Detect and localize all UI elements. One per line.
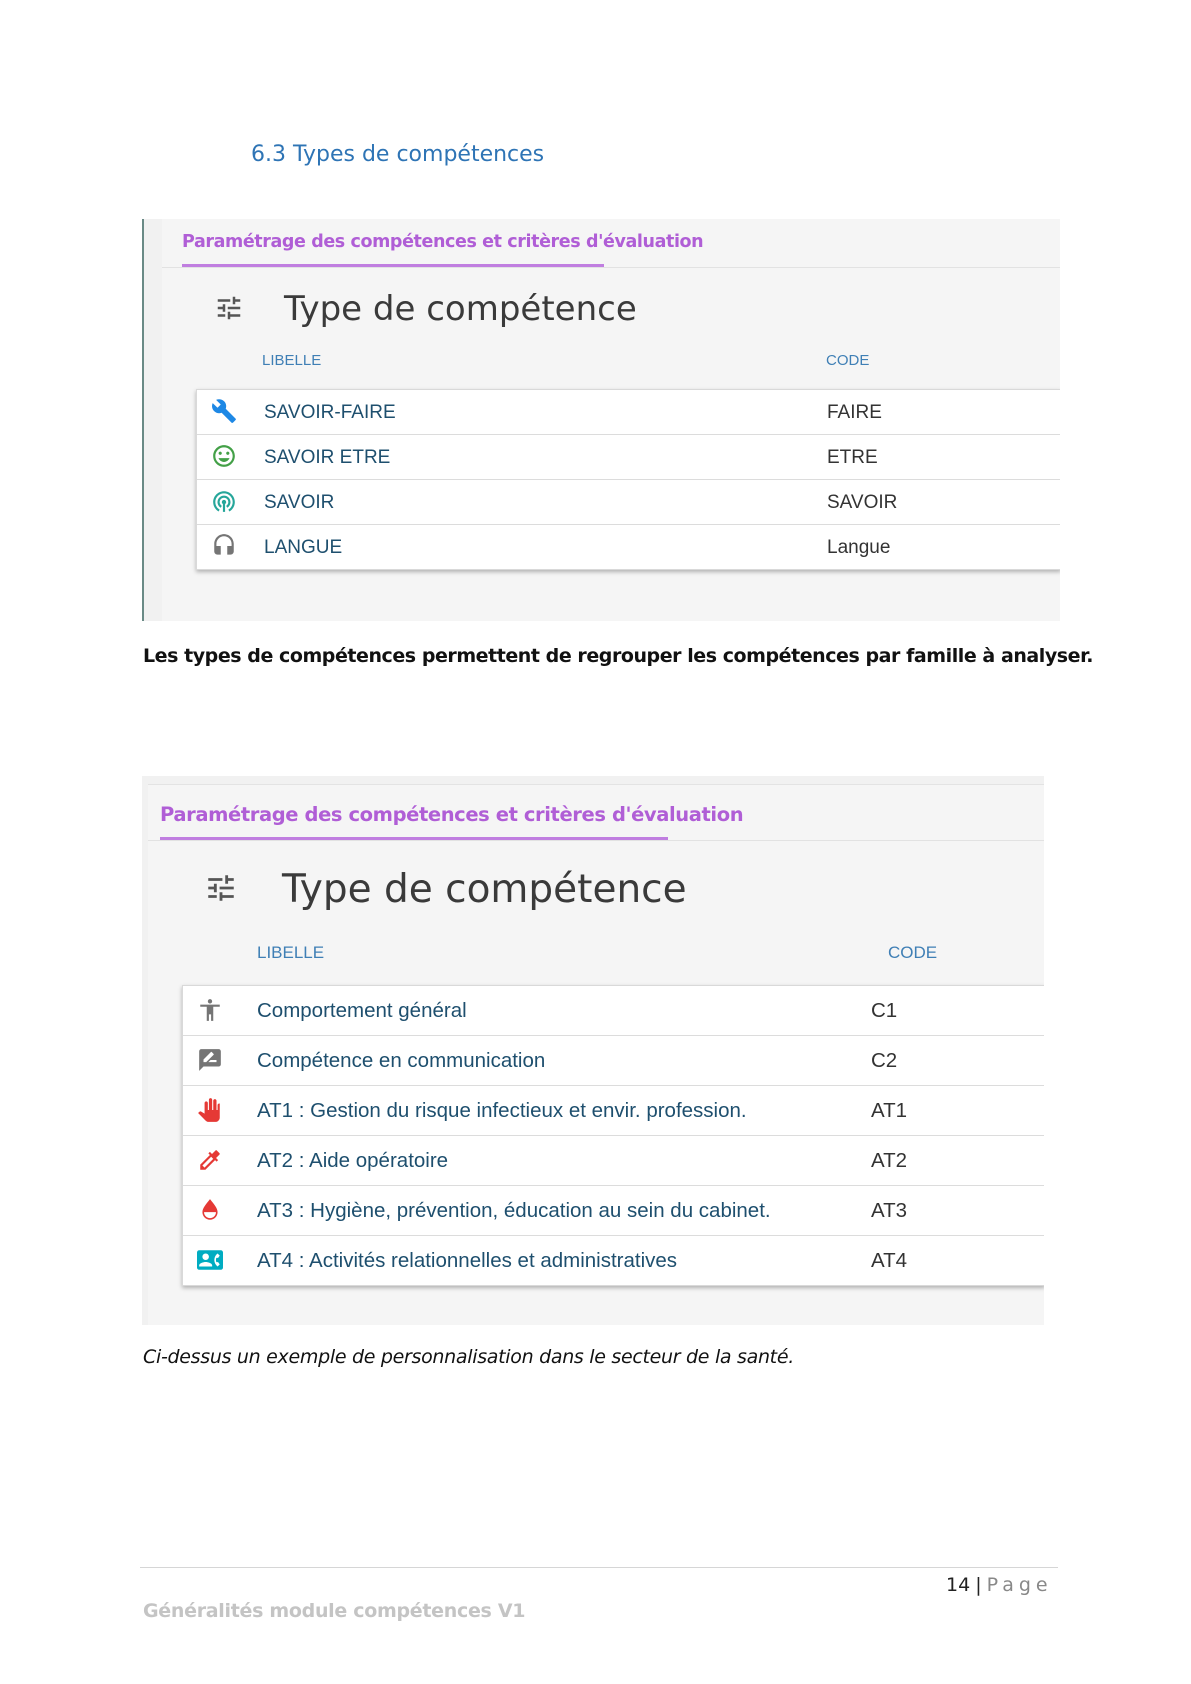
competence-type-table — [182, 985, 1044, 1286]
water-drop-icon — [197, 1197, 223, 1223]
row-code: ETRE — [827, 447, 878, 468]
row-code: C2 — [871, 1049, 898, 1072]
table-row[interactable] — [197, 435, 1060, 480]
table-row[interactable] — [183, 986, 1044, 1036]
rate-review-icon — [197, 1047, 223, 1073]
contact-phone-icon — [197, 1247, 223, 1273]
paragraph-example-note: Ci-dessus un exemple de personnalisation dans le secteur de la santé. — [143, 1346, 794, 1368]
page-number — [946, 1574, 1053, 1596]
competence-type-table — [196, 389, 1060, 570]
column-header-libelle[interactable]: LIBELLE — [257, 943, 325, 962]
screenshot-health-example — [142, 776, 1044, 1325]
app-panel — [162, 219, 1060, 621]
accessibility-icon — [197, 997, 223, 1023]
row-libelle: Compétence en communication — [257, 1049, 546, 1072]
panel-title: Type de compétence — [282, 867, 687, 912]
page-separator: | — [975, 1574, 982, 1596]
table-row[interactable] — [183, 1236, 1044, 1285]
tab-title[interactable]: Paramétrage des compétences et critères d'évaluation — [182, 232, 704, 252]
tab-divider — [148, 840, 1044, 841]
table-row[interactable] — [183, 1036, 1044, 1086]
table-row[interactable] — [183, 1186, 1044, 1236]
tune-icon — [202, 871, 240, 905]
footer-document-title: Généralités module compétences V1 — [143, 1600, 526, 1622]
section-heading: 6.3 Types de compétences — [251, 142, 545, 167]
wifi-tethering-icon — [211, 488, 237, 514]
row-code: AT1 — [871, 1099, 908, 1122]
row-libelle: AT1 : Gestion du risque infectieux et envir. profession. — [257, 1099, 747, 1122]
row-code: Langue — [827, 537, 891, 558]
eyedropper-icon — [197, 1147, 223, 1173]
screenshot-competence-types — [142, 219, 1060, 621]
footer-divider — [140, 1567, 1058, 1568]
wrench-icon — [211, 398, 237, 424]
table-row[interactable] — [197, 525, 1060, 569]
tune-icon — [212, 293, 246, 323]
smiley-icon — [211, 443, 237, 469]
paragraph-description: Les types de compétences permettent de regrouper les compétences par famille à analyser. — [143, 645, 1094, 667]
row-libelle: LANGUE — [264, 537, 343, 558]
row-code: FAIRE — [827, 402, 882, 423]
app-panel — [148, 784, 1044, 1325]
row-libelle: AT4 : Activités relationnelles et administratives — [257, 1249, 678, 1272]
page-number-value: 14 — [946, 1574, 971, 1596]
tab-title[interactable]: Paramétrage des compétences et critères d'évaluation — [160, 803, 744, 826]
row-code: SAVOIR — [827, 492, 898, 513]
column-header-code[interactable]: CODE — [888, 943, 938, 962]
row-libelle: SAVOIR — [264, 492, 335, 513]
row-libelle: SAVOIR ETRE — [264, 447, 391, 468]
row-code: AT2 — [871, 1149, 908, 1172]
column-header-libelle[interactable]: LIBELLE — [262, 352, 322, 369]
row-libelle: AT3 : Hygiène, prévention, éducation au sein du cabinet. — [257, 1199, 771, 1222]
tab-divider — [162, 267, 1060, 268]
hand-stop-icon — [197, 1097, 223, 1123]
row-code: C1 — [871, 999, 898, 1022]
row-code: AT4 — [871, 1249, 908, 1272]
row-libelle: SAVOIR-FAIRE — [264, 402, 396, 423]
row-libelle: Comportement général — [257, 999, 467, 1022]
panel-title: Type de compétence — [284, 289, 637, 329]
row-code: AT3 — [871, 1199, 908, 1222]
table-row[interactable] — [197, 390, 1060, 435]
table-row[interactable] — [183, 1086, 1044, 1136]
table-row[interactable] — [197, 480, 1060, 525]
column-header-code[interactable]: CODE — [826, 352, 870, 369]
table-row[interactable] — [183, 1136, 1044, 1186]
row-libelle: AT2 : Aide opératoire — [257, 1149, 449, 1172]
page-label: Page — [986, 1574, 1053, 1596]
headset-icon — [211, 533, 237, 559]
